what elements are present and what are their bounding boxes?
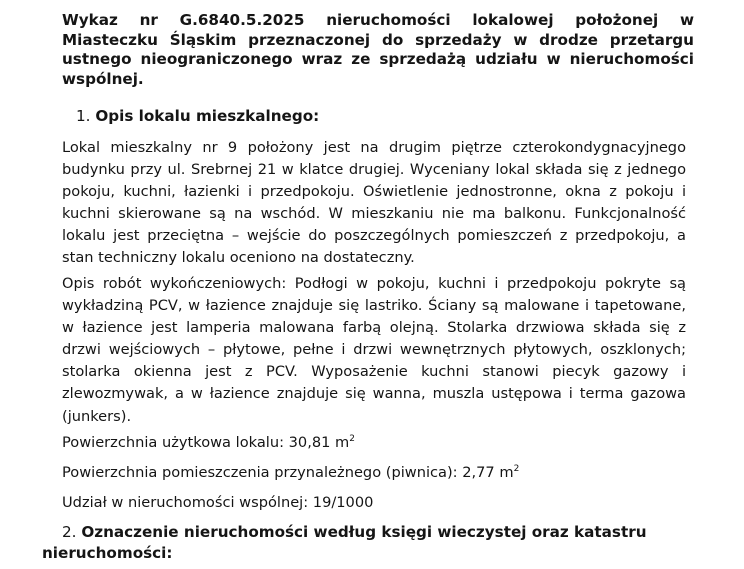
storage-area-text: Powierzchnia pomieszczenia przynależnego (piwnica): 2,77 m bbox=[62, 464, 514, 481]
storage-area bbox=[62, 463, 519, 482]
section-1-number: 1. bbox=[76, 107, 91, 125]
storage-area-unit-exponent: 2 bbox=[513, 464, 520, 474]
usable-area-unit-exponent: 2 bbox=[349, 434, 355, 444]
section-2-title-line-1: Oznaczenie nieruchomości według księgi wieczystej oraz katastru bbox=[81, 523, 647, 541]
usable-area bbox=[62, 433, 355, 452]
section-1-paragraph-1: Lokal mieszkalny nr 9 położony jest na drugim piętrze czterokondygnacyjnego budynku przy ul. Srebrnej 21 w klatce drugiej. Wyceniany lokal składa się z jednego pokoju, kuchni, łazienki i przedpokoju. Oświetlenie jednostronne, okna z pokoju i kuchni skierowane są na wschód. W mieszkaniu nie ma balkonu. Funkcjonalność lokalu jest przeciętna – wejście do poszczególnych pomieszczeń z przedpokoju, a stan techniczny lokalu oceniono na dostateczny. bbox=[62, 139, 686, 267]
usable-area-text: Powierzchnia użytkowa lokalu: 30,81 m bbox=[62, 434, 350, 451]
section-1-title bbox=[76, 107, 319, 126]
section-2-title-line-2: nieruchomości: bbox=[42, 544, 173, 562]
section-2-title-continued bbox=[42, 544, 172, 563]
document-heading: Wykaz nr G.6840.5.2025 nieruchomości lokalowej położonej w Miasteczku Śląskim przeznaczonej do sprzedaży w drodze przetargu ustnego nieograniczonego wraz ze sprzedażą udziału w nieruchomości wspólnej. bbox=[62, 11, 694, 88]
section-2-number: 2. bbox=[62, 523, 77, 541]
section-2-title bbox=[62, 523, 647, 542]
section-1-paragraph-2: Opis robót wykończeniowych: Podłogi w pokoju, kuchni i przedpokoju pokryte są wykładziną PCV, w łazience znajduje się lastriko. Ściany są malowane i tapetowane, w łazience jest lamperia malowana farbą olejną. Stolarka drzwiowa składa się z drzwi wejściowych – płytowe, pełne i drzwi wewnętrznych płytowych, oszklonych; stolarka okienna jest z PCV. Wyposażenie kuchni stanowi piecyk gazowy i zlewozmywak, a w łazience znajduje się wanna, muszla ustępowa i terma gazowa (junkers). bbox=[62, 275, 686, 425]
section-1-title-text: Opis lokalu mieszkalnego: bbox=[95, 107, 320, 125]
common-property-share: Udział w nieruchomości wspólnej: 19/1000 bbox=[62, 494, 374, 511]
